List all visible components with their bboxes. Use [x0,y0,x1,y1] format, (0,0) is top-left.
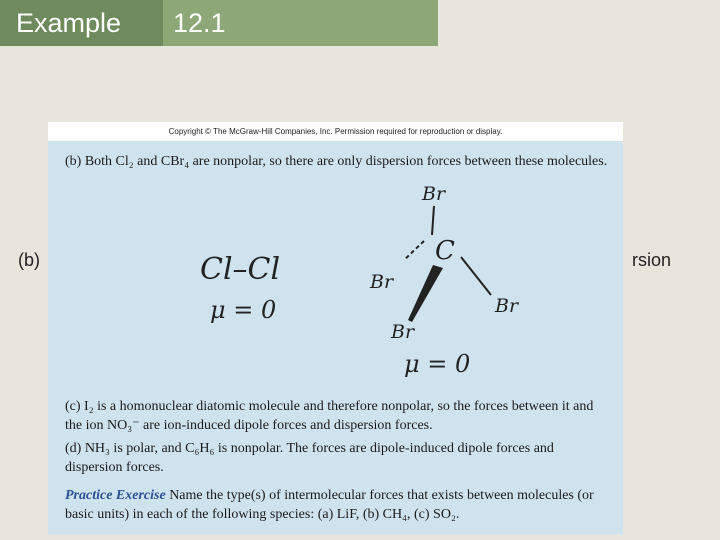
practice-exercise [65,486,610,524]
bond-left [404,241,424,260]
bond-top [432,206,434,235]
cl2-moment: μ = 0 [210,296,277,324]
cl2-formula: Cl–Cl [200,252,281,287]
part-b-text: (b) Both Cl₂ and CBr₄ are nonpolar, so there are only dispersion forces between these molecules. [65,154,608,169]
cbr4-top-br: Br [422,183,446,205]
textbook-image [48,122,623,534]
bond-wedge [408,265,443,322]
cbr4-center-c: C [435,236,455,266]
practice-text: Name the type(s) of intermolecular forces that exists between molecules (or basic units) in each of the following species: (a) LiF, (b) CH₄, (c) SO₂. [65,488,594,522]
background-text-left: (b) [18,250,40,270]
bond-right [461,257,491,295]
practice-label: Practice Exercise [65,488,166,503]
cbr4-bottom-br: Br [391,321,415,343]
background-text-right: rsion [632,250,672,270]
cbr4-left-br: Br [370,271,394,293]
part-d-text: (d) NH₃ is polar, and C₆H₆ is nonpolar. The forces are dipole-induced dipole forces and dispersion forces. [65,441,554,475]
cbr4-right-br: Br [495,295,519,317]
copyright-notice: Copyright © The McGraw-Hill Companies, Inc. Permission required for reproduction or display. [48,122,623,141]
part-c-text: (c) I₂ is a homonuclear diatomic molecule and therefore nonpolar, so the forces between it and the ion NO₃⁻ are ion-induced dipole forces and dispersion forces. [65,399,594,433]
title-number: 12.1 [163,0,438,46]
cbr4-moment: μ = 0 [404,350,471,378]
title-word: Example [0,0,163,46]
title-bar [0,0,438,46]
